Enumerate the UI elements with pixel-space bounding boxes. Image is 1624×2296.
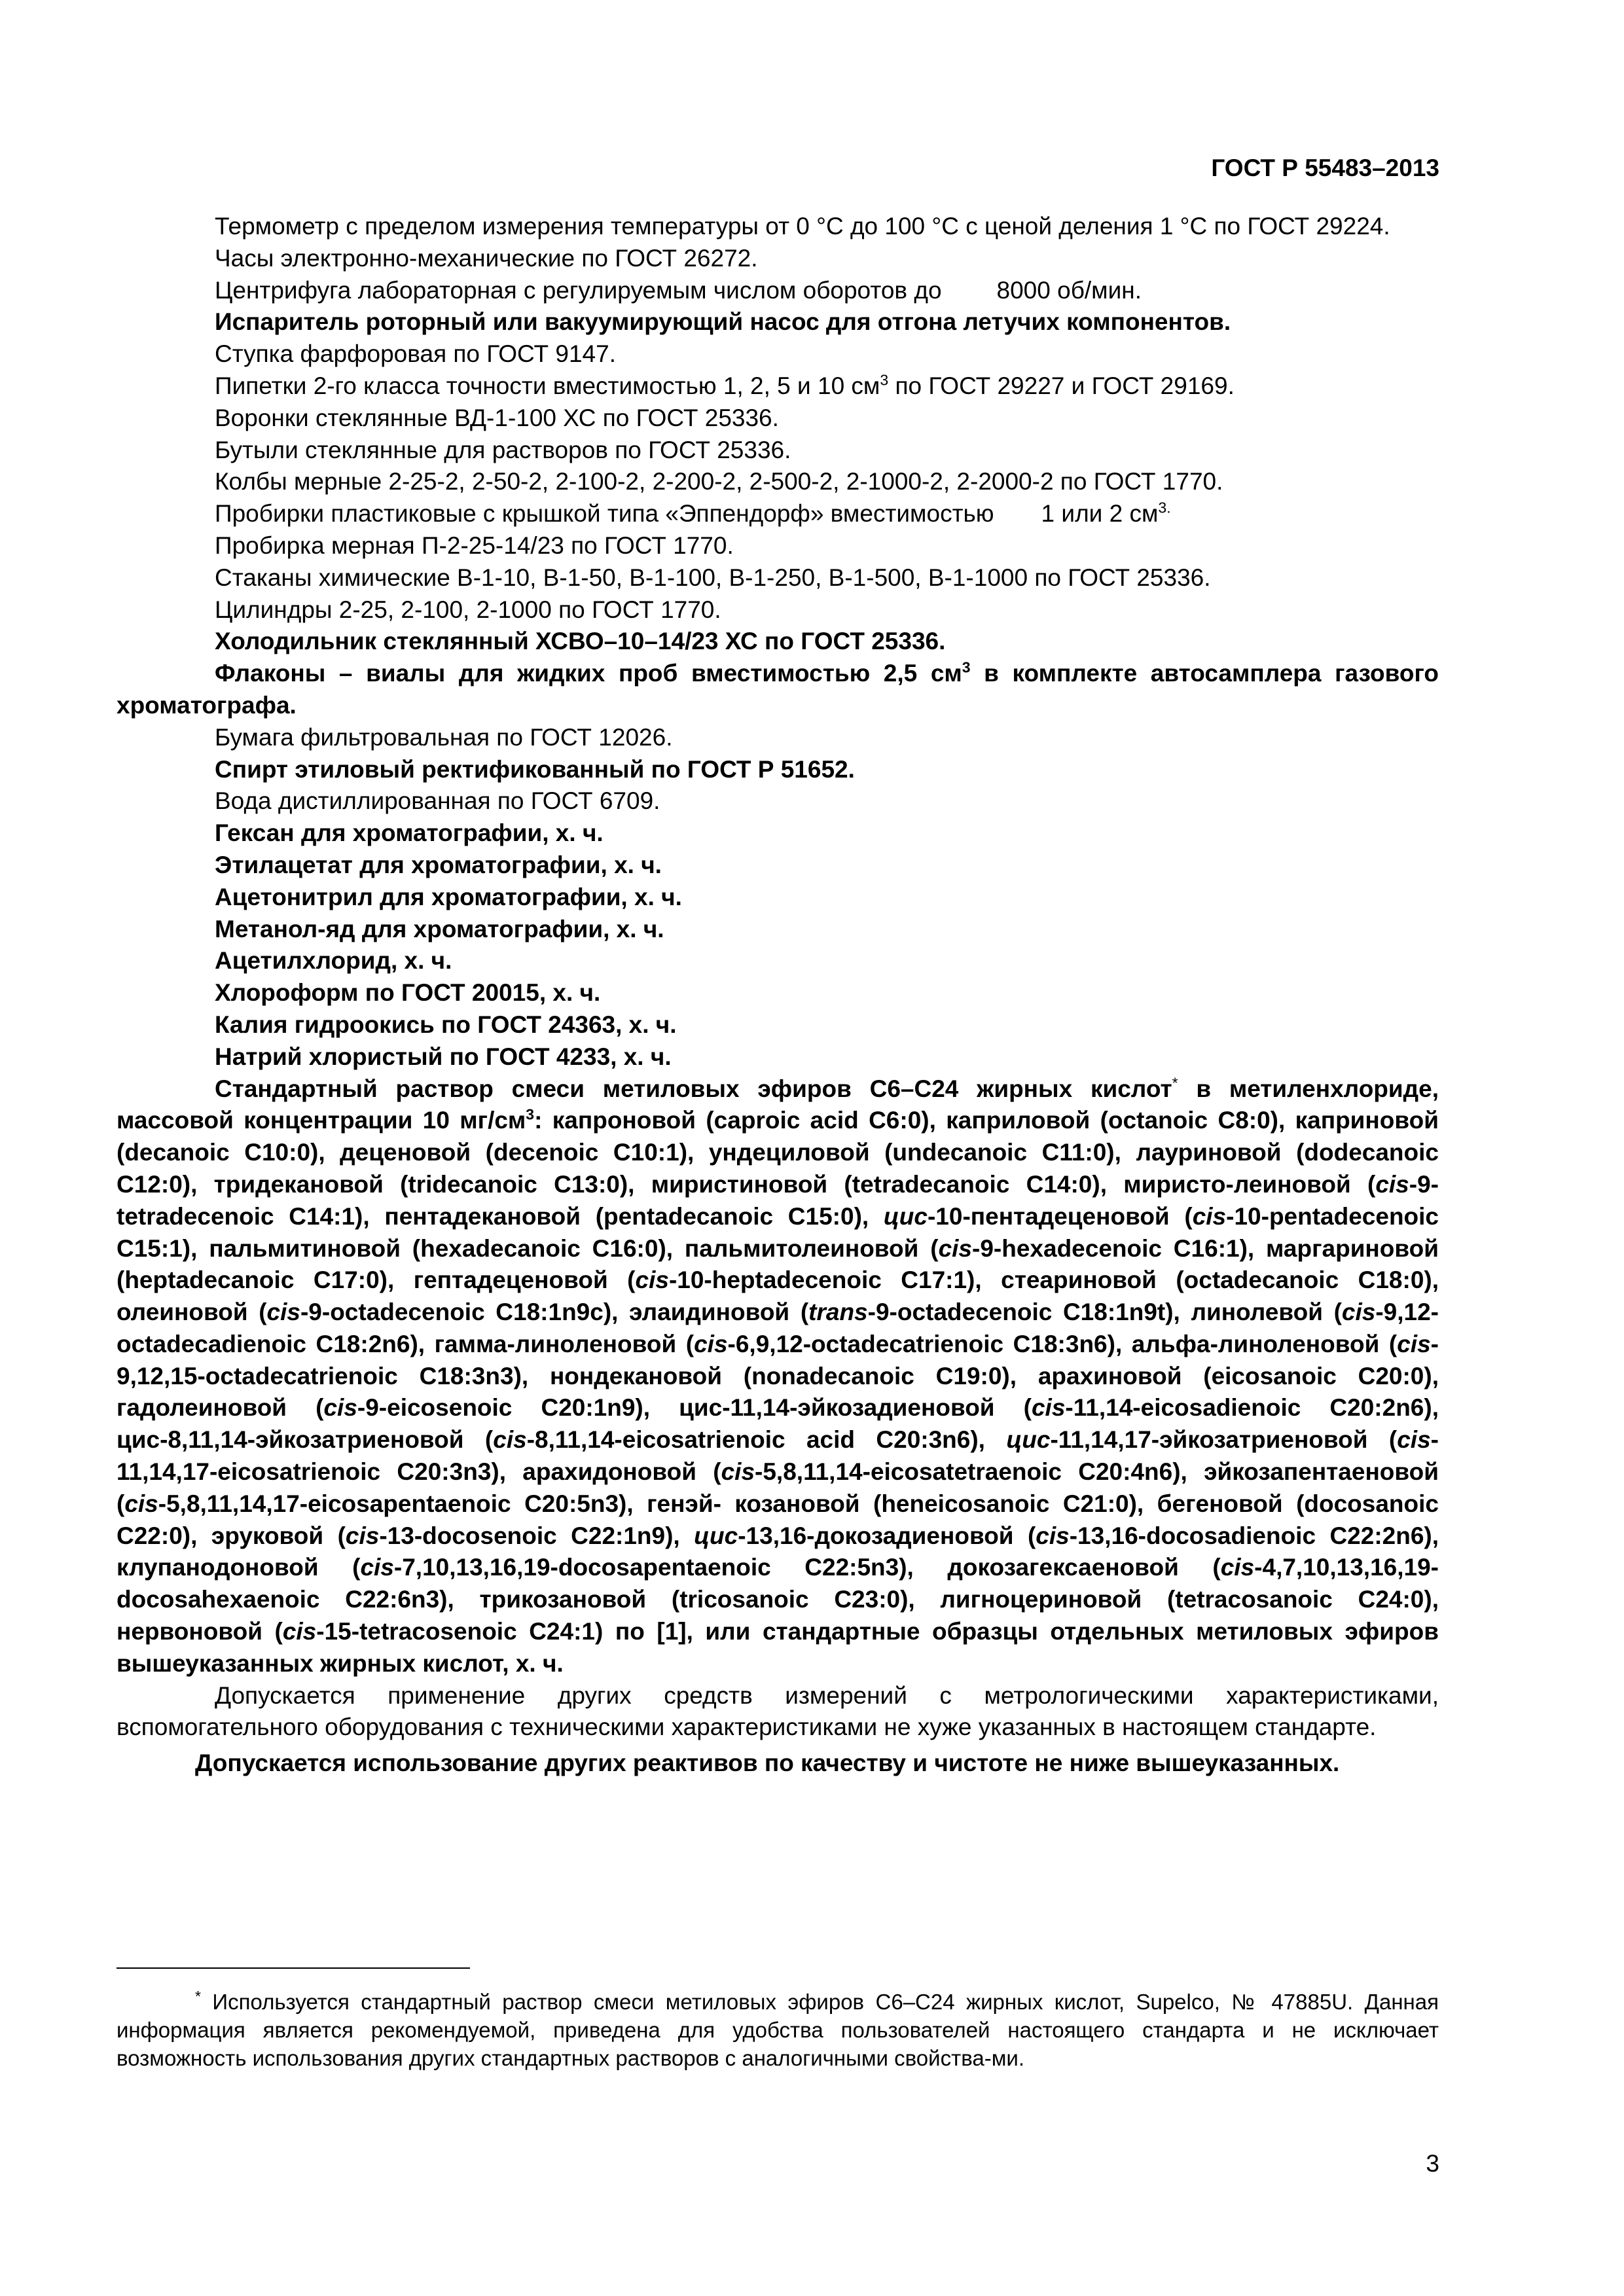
- standard-italic: cis: [493, 1426, 527, 1454]
- standard-text: -4,7,10,13,16,19-docosahexaenoic C22:6n3), трикозановой (tricosanoic C23:0), лигноцериновой (tetracosanoic C24:0), нервоновой (: [117, 1554, 1439, 1645]
- standard-text: -10-pentadecenoic C15:1), пальмитиновой (hexadecanoic C16:0), пальмитолеиновой (: [117, 1202, 1439, 1262]
- standard-text: -9-tetradecenoic C14:1), пентадекановой (pentadecanoic C15:0),: [117, 1170, 1439, 1230]
- standard-italic: cis: [1192, 1202, 1227, 1230]
- standard-text: -5,8,11,14-eicosatetraenoic C20:4n6), эйкозапентаеновой (: [117, 1458, 1439, 1517]
- item-ethanol: Спирт этиловый ректификованный по ГОСТ Р 51652.: [215, 755, 855, 783]
- standard-text: -5,8,11,14,17-eicosapentaenoic C20:5n3), генэй- козановой (heneicosanoic C21:0), бегеновой (docosanoic C22:0), эруковой (: [117, 1490, 1439, 1549]
- standard-text: -11,14,17-eicosatrienoic C20:3n3), арахидоновой (: [117, 1426, 1439, 1486]
- vials-sup: 3: [962, 658, 971, 676]
- standard-text: -9-eicosenoic C20:1n9), цис-11,14-эйкозадиеновой (: [357, 1394, 1032, 1422]
- standard-text: в метиленхлориде, массовой концентрации 10 мг/см: [117, 1075, 1439, 1134]
- standard-italic: cis: [694, 1330, 728, 1357]
- item-ethyl-acetate: Этилацетат для хроматографии, х. ч.: [215, 851, 662, 878]
- item-bottles: Бутыли стеклянные для растворов по ГОСТ 25336.: [215, 436, 791, 463]
- standard-text: -10-heptadecenoic C17:1), стеариновой (octadecanoic C18:0), олеиновой (: [117, 1266, 1439, 1326]
- item-filter-paper: Бумага фильтровальная по ГОСТ 12026.: [215, 723, 673, 751]
- footnote-separator: [117, 1967, 470, 1969]
- standard-text: -9,12-octadecadienoic C18:2n6), гамма-линоленовой (: [117, 1299, 1439, 1357]
- standard-text: : капроновой (caproic acid C6:0), каприловой (octanoic C8:0), каприновой (decanoic C10:0), деценовой (decenoic C10:1), ундециловой (undecanoic C11:0), лауриновой (dodecanoic C12:0), тридекановой (tridecanoic C13:0), миристиновой (tetradecanoic C14:0), миристо-леиновой (: [117, 1107, 1439, 1198]
- para-allowed-reagents: Допускается использование других реактивов по качеству и чистоте не ниже вышеуказанных.: [195, 1749, 1340, 1777]
- standard-italic: cis: [266, 1299, 300, 1326]
- standard-text: -13,16-docosadienoic C22:2n6), клупанодоновой (: [117, 1522, 1439, 1581]
- item-standard-solution: [117, 1073, 1439, 1680]
- standard-text: -9,12,15-octadecatrienoic C18:3n3), нондекановой (nonadecanoic C19:0), арахиновой (eicosanoic C20:0), гадолеиновой (: [117, 1330, 1439, 1422]
- standard-italic: cis: [1397, 1330, 1431, 1357]
- centrifuge-text: Центрифуга лабораторная с регулируемым числом оборотов до: [215, 276, 942, 304]
- standard-text: -6,9,12-octadecatrienoic C18:3n6), альфа-линоленовой (: [727, 1330, 1398, 1357]
- page-number: 3: [1426, 2150, 1439, 2177]
- item-methanol: Метанол-яд для хроматографии, х. ч.: [215, 915, 664, 942]
- standard-text: -9-hexadecenoic C16:1), маргариновой (heptadecanoic C17:0), гептадеценовой (: [117, 1234, 1439, 1294]
- item-hexane: Гексан для хроматографии, х. ч.: [215, 819, 604, 847]
- standard-text: -15-tetracosenoic C24:1) по [1], или стандартные образцы отдельных метиловых эфиров вышеуказанных жирных кислот, х. ч.: [117, 1618, 1439, 1677]
- footnote-ref: *: [1172, 1074, 1178, 1092]
- item-measuring-tube: Пробирка мерная П-2-25-14/23 по ГОСТ 1770.: [215, 531, 734, 559]
- standard-text: -10-пентадеценовой (: [927, 1202, 1193, 1230]
- tubes-value: 1 или 2 см: [1041, 500, 1159, 528]
- item-evaporator: Испаритель роторный или вакуумирующий насос для отгона летучих компонентов.: [215, 308, 1231, 336]
- standard-text: -11,14,17-эйкозатриеновой (: [1050, 1426, 1398, 1454]
- standard-italic: cis: [345, 1522, 380, 1549]
- tubes-text: Пробирки пластиковые с крышкой типа «Эппендорф» вместимостью: [215, 500, 994, 528]
- vials-text: Флаконы – виалы для жидких проб вместимостью 2,5 см: [215, 660, 962, 687]
- standard-italic: cis: [1031, 1394, 1066, 1422]
- footnote-marker: *: [195, 1988, 201, 2005]
- standard-italic: cis: [282, 1618, 317, 1645]
- standard-text: -9-octadecenoic C18:1n9c), элаидиновой (: [300, 1299, 809, 1326]
- item-cylinders: Цилиндры 2-25, 2-100, 2-1000 по ГОСТ 1770.: [215, 596, 721, 623]
- item-water: Вода дистиллированная по ГОСТ 6709.: [215, 787, 660, 815]
- item-centrifuge: [117, 275, 1439, 307]
- document-body: [117, 211, 1439, 1780]
- standard-italic: cis: [635, 1266, 669, 1294]
- item-pipettes: [117, 370, 1439, 403]
- item-tubes: [117, 498, 1439, 530]
- para-allowed-instruments: Допускается применение других средств измерений с метрологическими характеристиками, вспомогательного оборудования с техническими характеристиками не хуже указанных в настоящем стандарте.: [117, 1681, 1439, 1741]
- standard-text: -8,11,14-eicosatrienoic acid C20:3n6),: [526, 1426, 1007, 1454]
- standard-italic: cis: [323, 1394, 357, 1422]
- standard-italic: cis: [124, 1490, 158, 1517]
- standard-text: -13,16-докозадиеновой (: [738, 1522, 1036, 1549]
- vials-tail: в комплекте автосамплера газового хроматографа.: [117, 660, 1439, 719]
- centrifuge-value: 8000 об/мин.: [996, 276, 1142, 304]
- item-acetonitrile: Ацетонитрил для хроматографии, х. ч.: [215, 883, 682, 910]
- pipettes-standard: по ГОСТ 29227 и ГОСТ 29169.: [888, 372, 1235, 399]
- footnote-text: Используется стандартный раствор смеси метиловых эфиров С6–С24 жирных кислот, Supelco, № 47885U. Данная информация является рекомендуемой, приведена для удобства пользователей настоящего стандарта и не исключает возможность использования других стандартных растворов с аналогичными свойства-ми.: [117, 1990, 1439, 2070]
- item-funnels: Воронки стеклянные ВД-1-100 ХС по ГОСТ 25336.: [215, 404, 779, 431]
- standard-italic: цис: [1006, 1426, 1051, 1454]
- item-flasks: Колбы мерные 2-25-2, 2-50-2, 2-100-2, 2-200-2, 2-500-2, 2-1000-2, 2-2000-2 по ГОСТ 1770.: [215, 468, 1223, 495]
- standard-text: -7,10,13,16,19-docosapentaenoic C22:5n3), докозагексаеновой (: [393, 1554, 1221, 1581]
- item-chloroform: Хлороформ по ГОСТ 20015, х. ч.: [215, 979, 601, 1007]
- standard-sup: 3: [526, 1105, 535, 1123]
- standard-italic: cis: [1036, 1522, 1070, 1549]
- item-clock: Часы электронно-механические по ГОСТ 26272.: [215, 244, 758, 272]
- item-koh: Калия гидроокись по ГОСТ 24363, х. ч.: [215, 1011, 677, 1038]
- standard-italic: cis: [721, 1458, 755, 1486]
- standard-italic: cis: [1397, 1426, 1431, 1454]
- pipettes-sup: 3: [880, 371, 889, 389]
- standard-italic: cis: [360, 1554, 394, 1581]
- standard-italic: цис: [883, 1202, 928, 1230]
- standard-italic: cis: [1220, 1554, 1255, 1581]
- item-condenser: Холодильник стеклянный ХСВО–10–14/23 ХС по ГОСТ 25336.: [215, 628, 946, 655]
- tubes-sup: 3.: [1158, 499, 1171, 516]
- pipettes-text: Пипетки 2-го класса точности вместимостью 1, 2, 5 и 10 см: [215, 372, 880, 399]
- standard-italic: cis: [1341, 1299, 1376, 1326]
- standard-italic: cis: [1375, 1170, 1409, 1198]
- footnote: [117, 1988, 1439, 2072]
- standard-text: -13-docosenoic C22:1n9),: [379, 1522, 695, 1549]
- item-thermometer: Термометр с пределом измерения температуры от 0 °С до 100 °С с ценой деления 1 °С по ГОСТ 29224.: [215, 213, 1390, 240]
- item-vials: [117, 658, 1439, 722]
- item-beakers: Стаканы химические В-1-10, В-1-50, В-1-100, В-1-250, В-1-500, В-1-1000 по ГОСТ 25336.: [215, 564, 1211, 591]
- standard-italic: цис: [694, 1522, 738, 1549]
- document-id: ГОСТ Р 55483–2013: [1211, 154, 1439, 181]
- item-acetyl-chloride: Ацетилхлорид, х. ч.: [215, 947, 452, 975]
- item-nacl: Натрий хлористый по ГОСТ 4233, х. ч.: [215, 1043, 672, 1070]
- standard-italic: cis: [938, 1234, 973, 1262]
- standard-text: Стандартный раствор смеси метиловых эфиров С6–С24 жирных кислот: [215, 1075, 1172, 1102]
- standard-text: -9-octadecenoic C18:1n9t), линолевой (: [867, 1299, 1342, 1326]
- item-mortar: Ступка фарфоровая по ГОСТ 9147.: [215, 340, 616, 368]
- standard-text: -11,14-eicosadienoic C20:2n6), цис-8,11,14-эйкозатриеновой (: [117, 1394, 1439, 1454]
- standard-italic: trans: [808, 1299, 868, 1326]
